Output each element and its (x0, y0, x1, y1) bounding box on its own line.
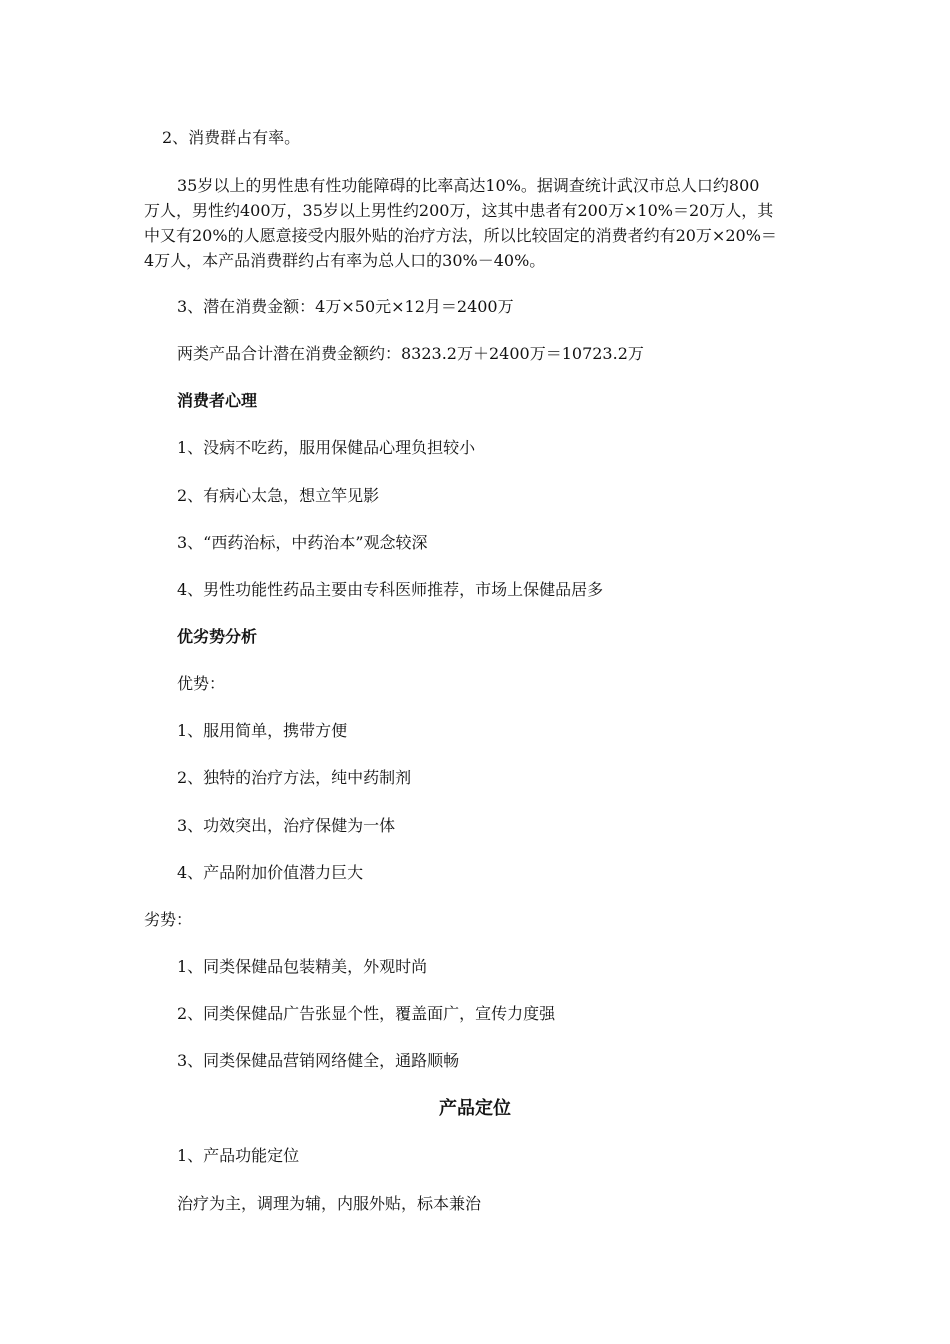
strengths-label: 优势： (177, 674, 226, 693)
paragraph-line: 中又有20%的人愿意接受内服外贴的治疗方法，所以比较固定的消费者约有20万×20%＝ (144, 226, 777, 245)
strength-item: 4、产品附加价值潜力巨大 (177, 863, 364, 882)
positioning-text: 治疗为主，调理为辅，内服外贴，标本兼治 (177, 1194, 482, 1213)
weakness-item: 3、同类保健品营销网络健全，通路顺畅 (177, 1051, 460, 1070)
consumer-share-paragraph (144, 173, 809, 273)
potential-amount-item: 3、潜在消费金额：4万×50元×12月＝2400万 (177, 297, 514, 316)
paragraph-line: 4万人，本产品消费群约占有率为总人口的30%－40%。 (144, 251, 546, 270)
psychology-item: 3、“西药治标，中药治本”观念较深 (177, 533, 428, 552)
paragraph-line: 万人，男性约400万，35岁以上男性约200万，这其中患者有200万×10%＝20万人，其 (144, 201, 774, 220)
total-amount-line: 两类产品合计潜在消费金额约：8323.2万＋2400万＝10723.2万 (177, 344, 644, 363)
swot-heading: 优劣势分析 (177, 627, 258, 646)
paragraph-line: 35岁以上的男性患有性功能障碍的比率高达10%。据调查统计武汉市总人口约800 (177, 176, 760, 195)
psychology-heading: 消费者心理 (177, 391, 258, 410)
psychology-item: 1、没病不吃药，服用保健品心理负担较小 (177, 438, 476, 457)
weakness-item: 1、同类保健品包装精美，外观时尚 (177, 957, 428, 976)
positioning-item: 1、产品功能定位 (177, 1146, 300, 1165)
psychology-item: 2、有病心太急，想立竿见影 (177, 486, 380, 505)
strength-item: 1、服用简单，携带方便 (177, 721, 348, 740)
strength-item: 3、功效突出，治疗保健为一体 (177, 816, 396, 835)
strength-item: 2、独特的治疗方法，纯中药制剂 (177, 768, 412, 787)
psychology-item: 4、男性功能性药品主要由专科医师推荐，市场上保健品居多 (177, 580, 604, 599)
weakness-item: 2、同类保健品广告张显个性，覆盖面广，宣传力度强 (177, 1004, 556, 1023)
weaknesses-label: 劣势： (144, 910, 193, 929)
consumer-share-item: 2、消费群占有率。 (162, 128, 301, 147)
positioning-title: 产品定位 (439, 1098, 511, 1119)
